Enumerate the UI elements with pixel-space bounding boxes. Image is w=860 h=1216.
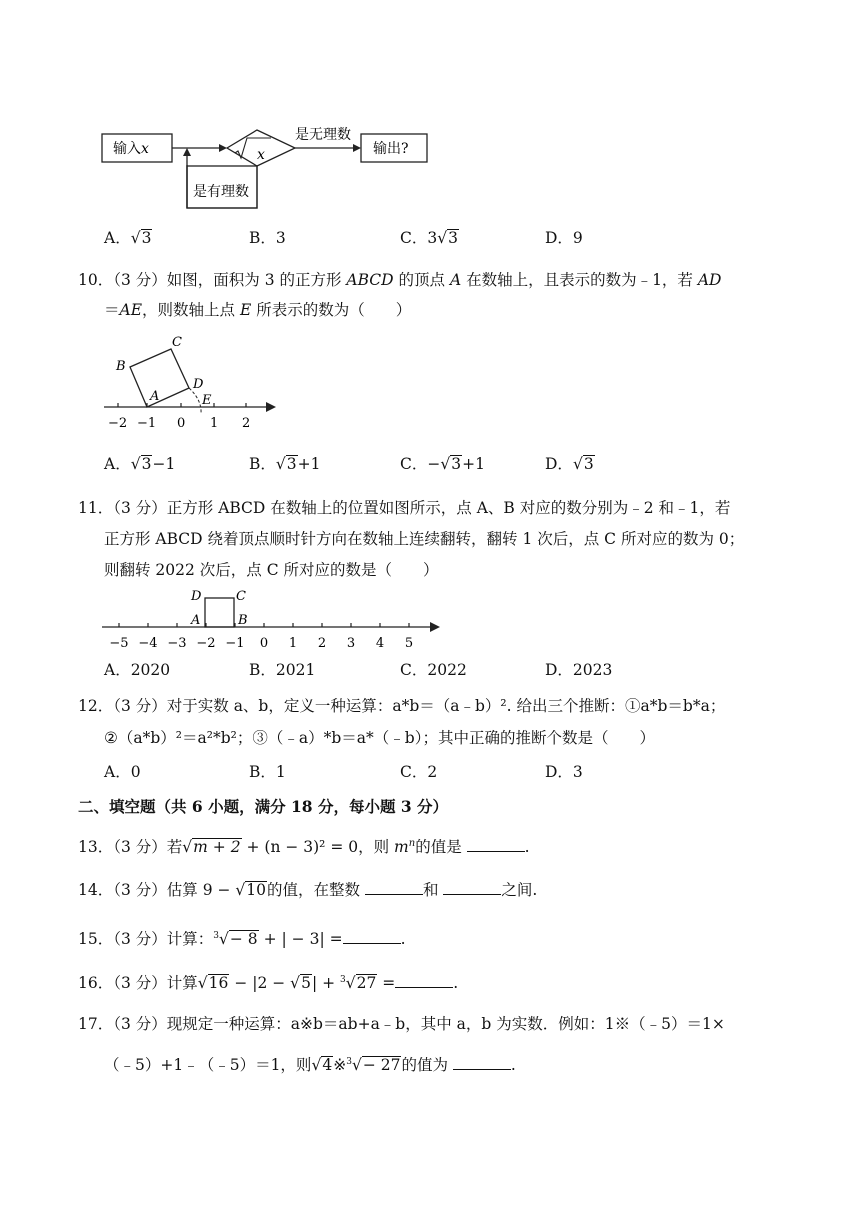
q11-tick-label: 3	[346, 636, 356, 651]
q11-tick-label: −3	[167, 636, 187, 651]
flow-input-label: 输入x	[113, 141, 149, 157]
q15: 15．（3 分）计算：$^3$√− 8 + | − 3| = .	[78, 930, 406, 949]
q10-label-B: B	[116, 359, 126, 374]
section-heading: 二、填空题（共 6 小题，满分 18 分，每小题 3 分）	[78, 797, 449, 816]
q11-tick-label: −5	[109, 636, 129, 651]
q10-line2: ＝AE，则数轴上点 E 所表示的数为（ ）	[104, 301, 412, 319]
flow-sqrt-var: x	[257, 147, 265, 163]
q12-line1: 12．（3 分）对于实数 a、b，定义一种运算：a*b＝（a﹣b）². 给出三个推断：①a*b＝b*a；	[78, 697, 726, 715]
flow-rational-label: 是有理数	[193, 184, 249, 200]
q11-tick-label: 1	[288, 636, 298, 651]
q11-tick-label: 0	[259, 636, 269, 651]
q11-option-c: C．2022	[400, 661, 467, 679]
q11-tick-label: 4	[375, 636, 385, 651]
q11-figure	[98, 584, 448, 654]
q12-option-d: D．3	[545, 763, 583, 781]
q11-tick-label: 5	[404, 636, 414, 651]
q17-line1: 17．（3 分）现规定一种运算：a※b＝ab+a﹣b，其中 a，b 为实数．例如：1※（﹣5）＝1×	[78, 1015, 725, 1033]
q12-option-b: B．1	[249, 763, 286, 781]
q11-tick-label: 2	[317, 636, 327, 651]
q11-tick-label: −2	[196, 636, 216, 651]
q11-label-D: D	[191, 589, 202, 604]
q12-line2: ②（a*b）²＝a²*b²；③（﹣a）*b＝a*（﹣b）；其中正确的推断个数是（ ）	[104, 729, 655, 747]
q10-tick-label: 1	[210, 416, 219, 431]
q16: 16．（3 分）计算√16 − |2 − √5| + $^3$√27 = .	[78, 974, 459, 993]
q10-option-b: B．√3+1	[249, 455, 321, 473]
q11-tick-label: −4	[138, 636, 158, 651]
q10-option-a: A．√3−1	[104, 455, 176, 473]
q10-label-E: E	[202, 393, 212, 408]
q16-answer-blank[interactable]	[395, 973, 453, 988]
flowchart-figure	[95, 120, 435, 215]
q12-option-a: A．0	[104, 763, 141, 781]
q17-answer-blank[interactable]	[453, 1055, 511, 1070]
q10-label-C: C	[172, 335, 182, 350]
q14-answer-blank-2[interactable]	[443, 880, 501, 895]
flow-output-label: 输出?	[373, 141, 409, 157]
q10-tick-label: 0	[177, 416, 186, 431]
q17-line2: （﹣5）+1﹣（﹣5）＝1，则√4※$^3$√− 27的值为 .	[104, 1056, 516, 1075]
q11-label-B: B	[238, 613, 248, 628]
q11-option-a: A．2020	[104, 661, 171, 679]
q10-line1: 10．（3 分）如图，面积为 3 的正方形 ABCD 的顶点 A 在数轴上，且表示的数为﹣1，若 AD	[78, 271, 722, 289]
q11-line3: 则翻转 2022 次后，点 C 所对应的数是（ ）	[104, 561, 439, 579]
q11-label-A: A	[191, 613, 201, 628]
q11-line1: 11．（3 分）正方形 ABCD 在数轴上的位置如图所示，点 A、B 对应的数分别为﹣2 和﹣1，若	[78, 499, 731, 517]
q11-tick-label: −1	[225, 636, 245, 651]
q10-option-d: D．√3	[545, 455, 594, 473]
q13: 13．（3 分）若√m + 2 + (n − 3)² = 0，则 $m^n$的值是 .	[78, 838, 530, 857]
q15-answer-blank[interactable]	[343, 929, 401, 944]
q10-tick-label: 2	[242, 416, 251, 431]
q10-figure	[98, 330, 278, 435]
q14: 14．（3 分）估算 9 − √10的值，在整数 和 之间.	[78, 881, 538, 899]
q14-answer-blank-1[interactable]	[365, 880, 423, 895]
q9-option-d: D．9	[545, 229, 583, 247]
q13-answer-blank[interactable]	[467, 837, 525, 852]
q11-line2: 正方形 ABCD 绕着顶点顺时针方向在数轴上连续翻转，翻转 1 次后，点 C 所对应的数为 0；	[104, 530, 745, 548]
q10-label-D: D	[193, 377, 204, 392]
q9-option-a: A．√3	[104, 229, 152, 247]
q12-option-c: C．2	[400, 763, 438, 781]
flow-irrational-label: 是无理数	[295, 127, 351, 143]
q11-label-C: C	[236, 589, 246, 604]
q9-option-c: C．3√3	[400, 229, 458, 247]
q10-option-c: C．−√3+1	[400, 455, 485, 473]
q9-option-b: B．3	[249, 229, 286, 247]
q10-label-A: A	[150, 389, 160, 404]
q10-tick-label: −2	[108, 416, 128, 431]
q10-tick-label: −1	[137, 416, 157, 431]
q11-option-b: B．2021	[249, 661, 316, 679]
q11-option-d: D．2023	[545, 661, 613, 679]
